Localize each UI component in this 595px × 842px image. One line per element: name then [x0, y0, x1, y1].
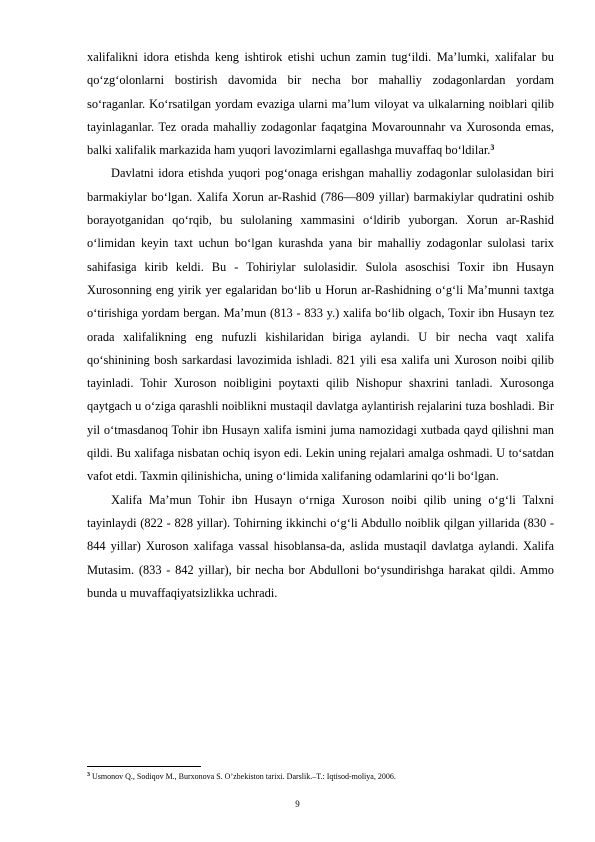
paragraph-1-text: xalifalikni idora etishda keng ishtirok etishi uchun zamin tug‘ildi. Ma’lumki, xalifalar bu qo‘zg‘olonlarni bostirish davomida bir necha bor mahalliy zodagonlardan yordam so‘raganlar. Ko‘rsatilgan yordam evaziga ularni ma’lum viloyat va ulkalarning noiblari qilib tayinlaganlar. Tez orada mahalliy zodagonlar faqatgina Movarounnahr va Xurosonda emas, balki xalifalik markazida ham yuqori lavozimlarni egallashga muvaffaq bo‘ldilar. — [87, 50, 554, 158]
footnote-text: Usmonov Q., Sodiqov M., Burxonova S. O’zbekiston tarixi. Darslik.–T.: Iqtisod-moliya, 2006. — [90, 772, 396, 781]
paragraph-3: Xalifa Ma’mun Tohir ibn Husayn o‘rniga Xuroson noibi qilib uning o‘g‘li Talxni tayinlaydi (822 - 828 yillar). Tohirning ikkinchi o‘g‘li Abdullo noiblik qilgan yillarida (830 - 844 yillar) Xuroson xalifaga vassal hisoblansa-da, aslida mustaqil davlatga aylandi. Xalifa Mutasim. (833 - 842 yillar), bir necha bor Abdulloni bo‘ysundirishga harakat qildi. Ammo bunda u muvaffaqiyatsizlikka uchradi. — [87, 492, 554, 600]
footnote — [87, 771, 554, 782]
footnote-separator — [87, 766, 201, 767]
page-body — [87, 46, 554, 605]
paragraph-1 — [87, 46, 554, 162]
page-number: 9 — [295, 799, 300, 809]
paragraph-2: Davlatni idora etishda yuqori pog‘onaga erishgan mahalliy zodagonlar sulolasidan biri barmakiylar bo‘lgan. Xalifa Xorun ar-Rashid (786—809 yillar) barmakiylar qudratini oshib borayotganidan qo‘rqib, bu sulolaning xammasini o‘ldirib yuborgan. Xorun ar-Rashid o‘limidan keyin taxt uchun bo‘lgan kurashda yana bir mahalliy zodagonlar sulolasi tarix sahifasiga kirib keldi. Bu - Tohiriylar sulolasidir. Sulola asoschisi Toxir ibn Husayn Xurosonning eng yirik yer egalaridan bo‘lib u Horun ar-Rashidning o‘g‘li Ma’munni taxtga o‘tirishiga yordam bergan. Ma’mun (813 - 833 y.) xalifa bo‘lib olgach, Toxir ibn Husayn tez orada xalifalikning eng nufuzli kishilaridan biriga aylandi. U bir necha vaqt xalifa qo‘shinining bosh sarkardasi lavozimida ishladi. 821 yili esa xalifa uni Xuroson noibi qilib tayinladi. Tohir Xuroson noibligini poytaxti qilib Nishopur shaxrini tanladi. Xurosonga qaytgach u o‘ziga qarashli noiblikni mustaqil davlatga aylantirish rejalarini tuza boshladi. Bir yil o‘tmasdanoq Tohir ibn Husayn xalifa ismini juma namozidagi xutbada qayd qilishni man qildi. Bu xalifaga nisbatan ochiq isyon edi. Lekin uning rejalari amalga oshmadi. U to‘satdan vafot etdi. Taxmin qilinishicha, uning o‘limida xalifaning odamlarini qo‘li bo‘lgan. — [87, 166, 554, 484]
footnote-reference[interactable]: 3 — [490, 143, 495, 153]
footnote-marker: 3 — [87, 772, 90, 778]
